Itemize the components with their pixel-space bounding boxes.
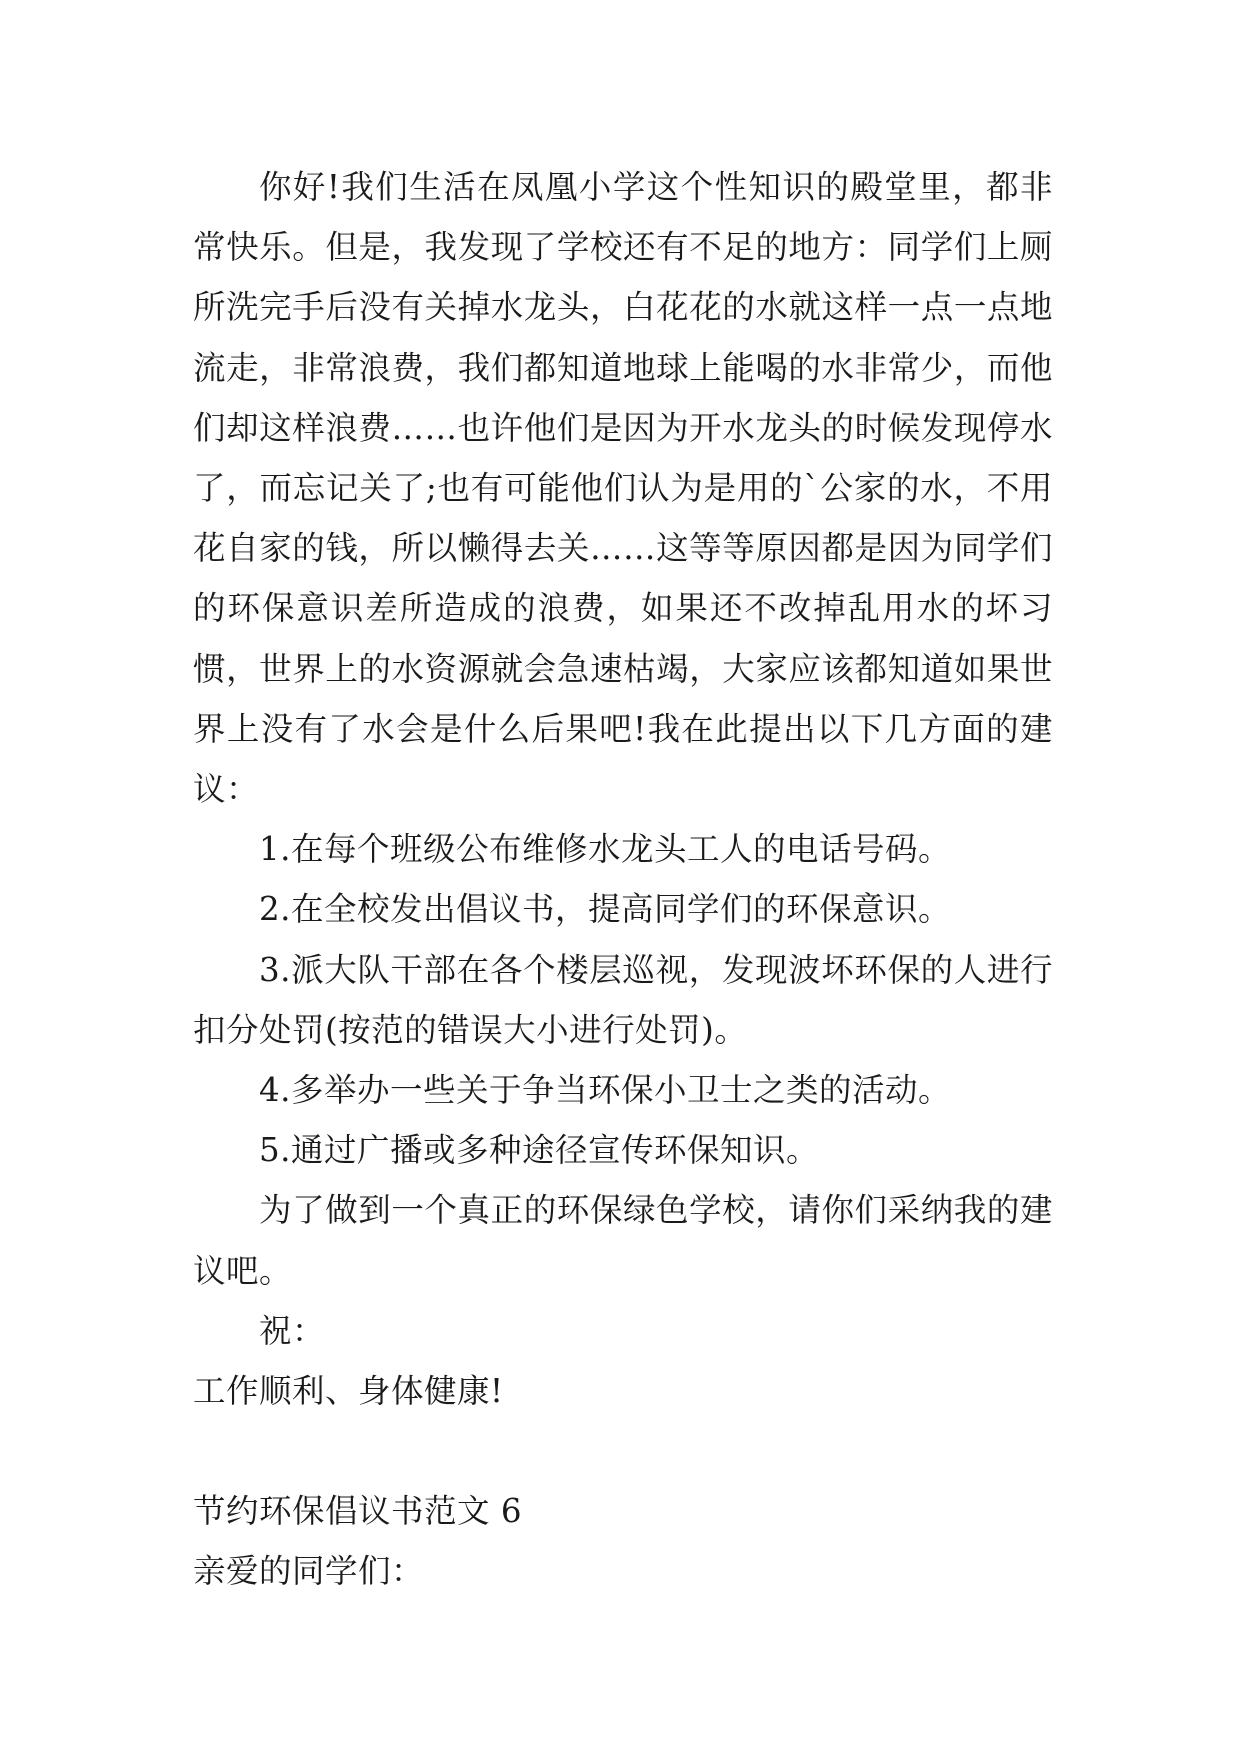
body-paragraph: 你好!我们生活在凤凰小学这个性知识的殿堂里，都非常快乐。但是，我发现了学校还有不足的地方：同学们上厕所洗完手后没有关掉水龙头，白花花的水就这样一点一点地流走，非常浪费，我们都知道地球上能喝的水非常少，而他们却这样浪费……也许他们是因为开水龙头的时候发现停水了，而忘记关了;也有可能他们认为是用的`公家的水，不用花自家的钱，所以懒得去关……这等等原因都是因为同学们的环保意识差所造成的浪费，如果还不改掉乱用水的坏习惯，世界上的水资源就会急速枯竭，大家应该都知道如果世界上没有了水会是什么后果吧!我在此提出以下几方面的建议： <box>193 168 1053 809</box>
wish-text: 工作顺利、身体健康! <box>193 1372 504 1411</box>
suggestion-3: 3.派大队干部在各个楼层巡视，发现波坏环保的人进行扣分处罚(按范的错误大小进行处罚)。 <box>193 950 1053 1049</box>
wish-label: 祝： <box>259 1311 326 1350</box>
letter-body <box>193 157 1053 1602</box>
suggestion-5: 5.通过广播或多种途径宣传环保知识。 <box>259 1131 820 1170</box>
blank-line <box>193 1421 1053 1481</box>
closing-paragraph: 为了做到一个真正的环保绿色学校，请你们采纳我的建议吧。 <box>193 1191 1053 1290</box>
salutation: 亲爱的同学们： <box>193 1552 425 1591</box>
section-title: 节约环保倡议书范文 6 <box>193 1492 523 1531</box>
suggestion-1: 1.在每个班级公布维修水龙头工人的电话号码。 <box>259 830 952 869</box>
suggestion-2: 2.在全校发出倡议书，提高同学们的环保意识。 <box>259 890 952 929</box>
suggestion-4: 4.多举办一些关于争当环保小卫士之类的活动。 <box>259 1071 952 1110</box>
